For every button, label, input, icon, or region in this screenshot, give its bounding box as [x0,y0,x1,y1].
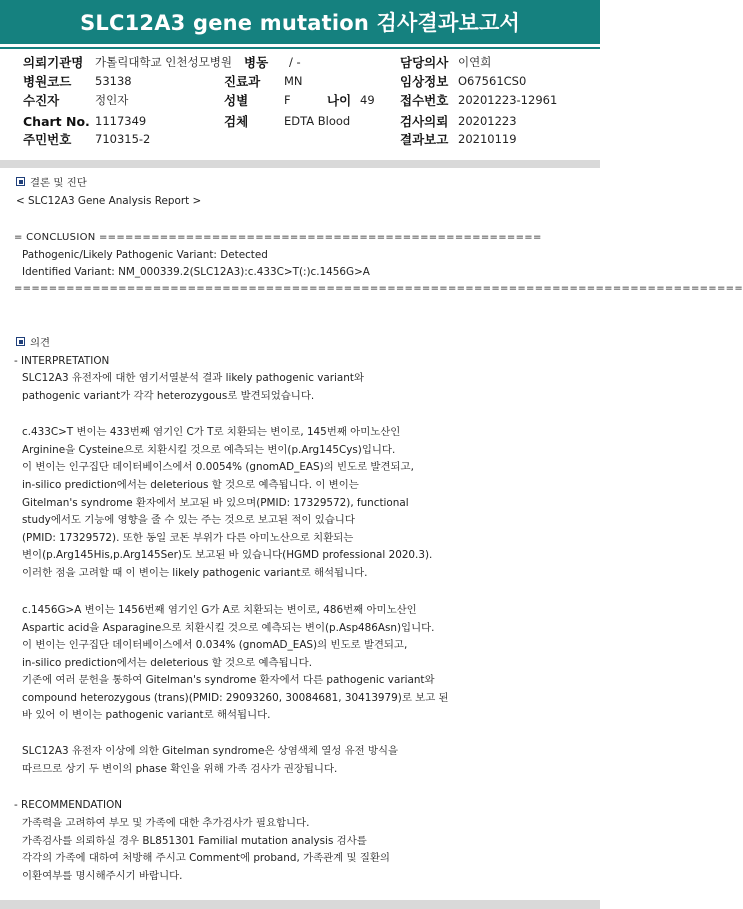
paragraph-line: study에서도 기능에 영향을 줄 수 있는 주는 것으로 보고된 적이 있습니다 [22,514,355,526]
conclusion-line: = CONCLUSION =================================================== [14,232,542,243]
paragraph-line: 이 변이는 인구집단 데이터베이스에서 0.034% (gnomAD_EAS)의 빈도로 발견되고, [22,639,408,651]
patient-label: 수진자 [23,93,60,108]
conclusion-heading-text: 결론 및 진단 [30,177,87,189]
chart-no-label: Chart No. [23,114,90,129]
paragraph-line: SLC12A3 유전자에 대한 염기서열분석 결과 likely pathogenic variant와 [22,372,364,384]
department-label: 진료과 [224,74,261,89]
paragraph-line: Aspartic acid을 Asparagine으로 치환시킬 것으로 예측되는 변이(p.Asp486Asn)입니다. [22,622,435,634]
paragraph-line: c.1456G>A 변이는 1456번째 염기인 G가 A로 치환되는 변이로, 486번째 아미노산인 [22,604,417,616]
doctor-value: 이연희 [458,55,492,69]
paragraph-line: 바 있어 이 변이는 pathogenic variant로 해석됩니다. [22,709,271,721]
specimen-label: 검체 [224,114,249,129]
paragraph-line: (PMID: 17329572). 또한 동일 코돈 부위가 다른 아미노산으로 치환되는 [22,532,354,544]
conclusion-section-heading [16,176,87,190]
patient-info-block [0,52,600,156]
department-value: MN [284,74,303,88]
reported-label: 결과보고 [400,132,449,147]
resident-no-value: 710315-2 [95,132,151,146]
doctor-label: 담당의사 [400,55,449,70]
sex-label: 성별 [224,93,249,108]
clinical-info-value: O67561CS0 [458,74,527,88]
specimen-value: EDTA Blood [284,114,351,128]
paragraph-line: 변이(p.Arg145His,p.Arg145Ser)도 보고된 바 있습니다(HGMD professional 2020.3). [22,549,433,561]
reported-value: 20210119 [458,132,517,146]
institution-label: 의뢰기관명 [23,55,84,70]
section-divider-band [0,160,600,168]
paragraph-line: Arginine을 Cysteine으로 치환시킬 것으로 예측되는 변이(p.Arg145Cys)입니다. [22,444,396,456]
paragraph-line: 이러한 점을 고려할 때 이 변이는 likely pathogenic variant로 해석됩니다. [22,567,368,579]
opinion-section-heading [16,336,50,350]
resident-no-label: 주민번호 [23,132,72,147]
footer-band [0,900,600,909]
paragraph-line: Gitelman's syndrome 환자에서 보고된 바 있으며(PMID: 17329572), functional [22,497,409,509]
analysis-title: < SLC12A3 Gene Analysis Report > [16,195,202,207]
age-label: 나이 [327,93,352,108]
paragraph-line: c.433C>T 변이는 433번째 염기인 C가 T로 치환되는 변이로, 145번째 아미노산인 [22,426,401,438]
receipt-no-value: 20201223-12961 [458,93,558,107]
square-bullet-icon [16,337,25,346]
hospital-code-value: 53138 [95,74,132,88]
paragraph-line: 따르므로 상기 두 변이의 phase 확인을 위해 가족 검사가 권장됩니다. [22,763,338,775]
patient-value: 정인자 [95,93,129,107]
title-divider [0,47,600,49]
paragraph-line: in-silico prediction에서는 deleterious 할 것으로 예측됩니다. 이 변이는 [22,479,359,491]
conclusion-variant: Identified Variant: NM_000339.2(SLC12A3):c.433C>T(:)c.1456G>A [22,266,370,278]
hospital-code-label: 병원코드 [23,74,72,89]
recommendation-line: 가족검사를 의뢰하실 경우 BL851301 Familial mutation analysis 검사를 [22,835,367,847]
interpretation-heading: - INTERPRETATION [14,355,110,367]
separator-line: ==================================================================================== [14,283,743,294]
ward-value: / - [289,55,301,69]
paragraph-line: compound heterozygous (trans)(PMID: 29093260, 30084681, 30413979)로 보고 된 [22,692,449,704]
paragraph-line: in-silico prediction에서는 deleterious 할 것으로 예측됩니다. [22,657,313,669]
conclusion-detected: Pathogenic/Likely Pathogenic Variant: Detected [22,249,268,261]
sex-value: F [284,93,291,107]
recommendation-line: 이환여부를 명시해주시기 바랍니다. [22,870,183,882]
report-title [0,0,600,44]
opinion-heading-text: 의견 [30,337,51,349]
requested-label: 검사의뢰 [400,114,449,129]
ward-label: 병동 [244,55,269,70]
paragraph-line: 이 변이는 인구집단 데이터베이스에서 0.0054% (gnomAD_EAS)의 빈도로 발견되고, [22,461,414,473]
paragraph-line: SLC12A3 유전자 이상에 의한 Gitelman syndrome은 상염색체 열성 유전 방식을 [22,745,399,757]
institution-value: 가톨릭대학교 인천성모병원 [95,55,232,69]
age-value: 49 [360,93,375,107]
paragraph-line: 기존에 여러 문헌을 통하여 Gitelman's syndrome 환자에서 다른 pathogenic variant와 [22,674,435,686]
receipt-no-label: 접수번호 [400,93,449,108]
chart-no-value: 1117349 [95,114,147,128]
report-title-text: SLC12A3 gene mutation 검사결과보고서 [80,11,520,35]
clinical-info-label: 임상정보 [400,74,449,89]
recommendation-heading: - RECOMMENDATION [14,799,123,811]
recommendation-line: 각각의 가족에 대하여 처방해 주시고 Comment에 proband, 가족관계 및 질환의 [22,852,390,864]
recommendation-line: 가족력을 고려하여 부모 및 가족에 대한 추가검사가 필요합니다. [22,817,310,829]
paragraph-line: pathogenic variant가 각각 heterozygous로 발견되었습니다. [22,390,315,402]
square-bullet-icon [16,177,25,186]
requested-value: 20201223 [458,114,517,128]
